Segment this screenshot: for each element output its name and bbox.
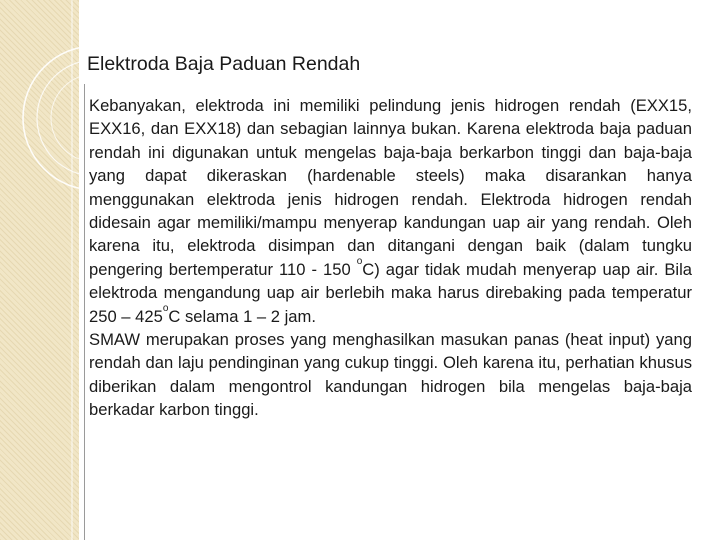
body-text [89,94,692,422]
content-divider [84,84,85,540]
paragraph-1-text-c: C selama 1 – 2 jam. [168,306,316,326]
paragraph-2: SMAW merupakan proses yang menghasilkan masukan panas (heat input) yang rendah dan laju pendinginan yang cukup tinggi. Oleh karena itu, perhatian khusus diberikan dalam mengontrol kandungan hidrogen bila mengelas baja-baja berkadar karbon tinggi. [89,330,692,420]
decorative-side-band [0,0,79,540]
degree-symbol: o [162,302,169,314]
decorative-circles [0,0,79,540]
paragraph-1-text-a: Kebanyakan, elektroda ini memiliki pelindung jenis hidrogen rendah (EXX15, EXX16, dan EXX18) dan sebagian lainnya bukan. Karena elektroda baja paduan rendah ini digunakan untuk mengelas baja-baja berkarbon tinggi dan baja-baja yang dapat dikeraskan (hardenable steels) maka disarankan hanya menggunakan elektroda jenis hidrogen rendah. Elektroda hidrogen rendah didesain agar memiliki/mampu menyerap kandungan uap air yang rendah. Oleh karena itu, elektroda disimpan dan ditangani dengan baik (dalam tungku pengering bertemperatur 110 - 150 [89,96,692,279]
page-title: Elektroda Baja Paduan Rendah [87,53,361,75]
paragraph-1 [89,94,692,328]
degree-symbol: o [356,255,363,267]
paragraph-1-text-b: C) agar tidak mudah menyerap uap air. Bila elektroda mengandung uap air berlebih maka harus direbaking pada temperatur 250 – 425 [89,259,693,326]
